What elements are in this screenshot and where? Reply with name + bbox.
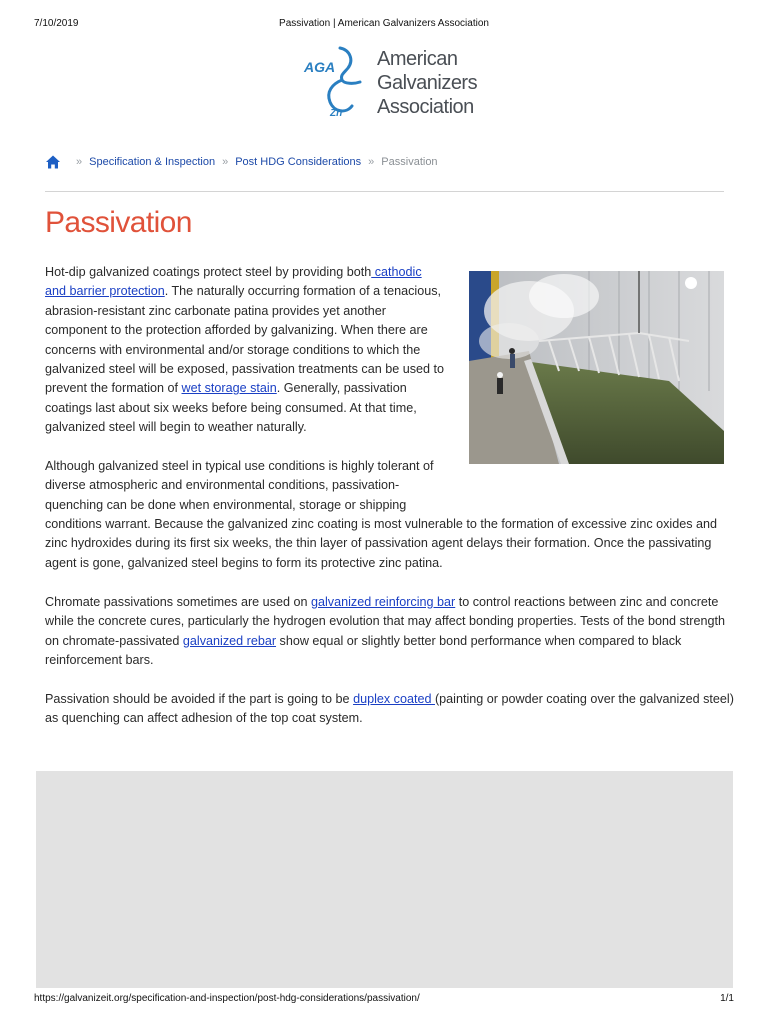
- aga-logo[interactable]: [302, 44, 478, 124]
- logo-line-3: Association: [377, 96, 474, 118]
- logo-mark-sub: Zn: [330, 108, 343, 119]
- print-page-title: Passivation | American Galvanizers Association: [279, 18, 489, 29]
- divider: [45, 191, 724, 192]
- logo-mark-text: AGA: [304, 59, 336, 75]
- paragraph-2-continued: conditions warrant. Because the galvanized zinc coating is most vulnerable to the formation of excessive zinc oxides and zinc hydroxides during its first six weeks, the thin layer of passivation agent delays their formation. Once the passivating agent is gone, galvanized steel begins to form its protective zinc patina.: [45, 517, 718, 570]
- logo-line-1: American: [377, 48, 458, 70]
- print-date: 7/10/2019: [34, 18, 79, 29]
- home-icon[interactable]: [45, 154, 61, 170]
- paragraph-1: Hot-dip galvanized coatings protect steel by providing both cathodic and barrier protection. The naturally occurring formation of a tenacious, abrasion-resistant zinc carbonate patina provides yet another component to the protection afforded by galvanizing. When there are concerns with environmental and/or storage conditions to which the galvanized steel will be exposed, passivation treatments can be used to prevent the formation of wet storage stain. Generally, passivation coatings last about six weeks before being consumed. At that time, galvanized steel will begin to weather naturally.: [45, 265, 445, 435]
- link-cathodic-barrier-protection-cont[interactable]: and barrier protection: [45, 284, 165, 299]
- breadcrumb: [45, 152, 438, 172]
- aga-logo-mark-icon: [302, 44, 374, 124]
- paragraph-4: Passivation should be avoided if the part is going to be duplex coated (painting or powder coating over the galvanized steel) as quenching can affect adhesion of the top coat system.: [45, 692, 734, 726]
- paragraph-3: Chromate passivations sometimes are used on galvanized reinforcing bar to control reactions between zinc and concrete while the concrete cures, particularly the hydrogen evolution that may affect bonding properties. Tests of the bond strength on chromate-passivated galvanized rebar show equal or slightly better bond performance when compared to black reinforcement bars.: [45, 595, 726, 668]
- print-header: [0, 18, 768, 32]
- link-galvanized-rebar[interactable]: galvanized rebar: [182, 633, 277, 648]
- link-duplex-coated[interactable]: duplex coated: [353, 692, 435, 706]
- print-page-number: 1/1: [720, 993, 734, 1004]
- breadcrumb-link-post-hdg-considerations[interactable]: Post HDG Considerations: [235, 156, 362, 168]
- breadcrumb-separator: »: [222, 156, 229, 168]
- embedded-content-placeholder: [36, 771, 733, 988]
- logo-line-2: Galvanizers: [377, 72, 478, 94]
- link-cathodic-barrier-protection[interactable]: cathodic: [371, 265, 422, 279]
- breadcrumb-current: Passivation: [381, 156, 438, 168]
- logo-wordmark: [377, 47, 477, 119]
- print-url: https://galvanizeit.org/specification-and-inspection/post-hdg-considerations/passivation/: [34, 993, 420, 1004]
- breadcrumb-link-specification-inspection[interactable]: Specification & Inspection: [89, 156, 216, 168]
- link-wet-storage-stain[interactable]: wet storage stain: [181, 381, 277, 396]
- page-title: Passivation: [45, 206, 192, 239]
- paragraph-2: Although galvanized steel in typical use conditions is highly tolerant of diverse atmospheric and environmental conditions, passivation- quenching can be done when environmental, storage or shipping: [45, 459, 434, 512]
- breadcrumb-separator: »: [368, 156, 375, 168]
- galvanizing-plant-photo: [469, 271, 724, 464]
- breadcrumb-separator: »: [76, 156, 83, 168]
- link-galvanized-reinforcing-bar[interactable]: galvanized reinforcing bar: [311, 595, 456, 609]
